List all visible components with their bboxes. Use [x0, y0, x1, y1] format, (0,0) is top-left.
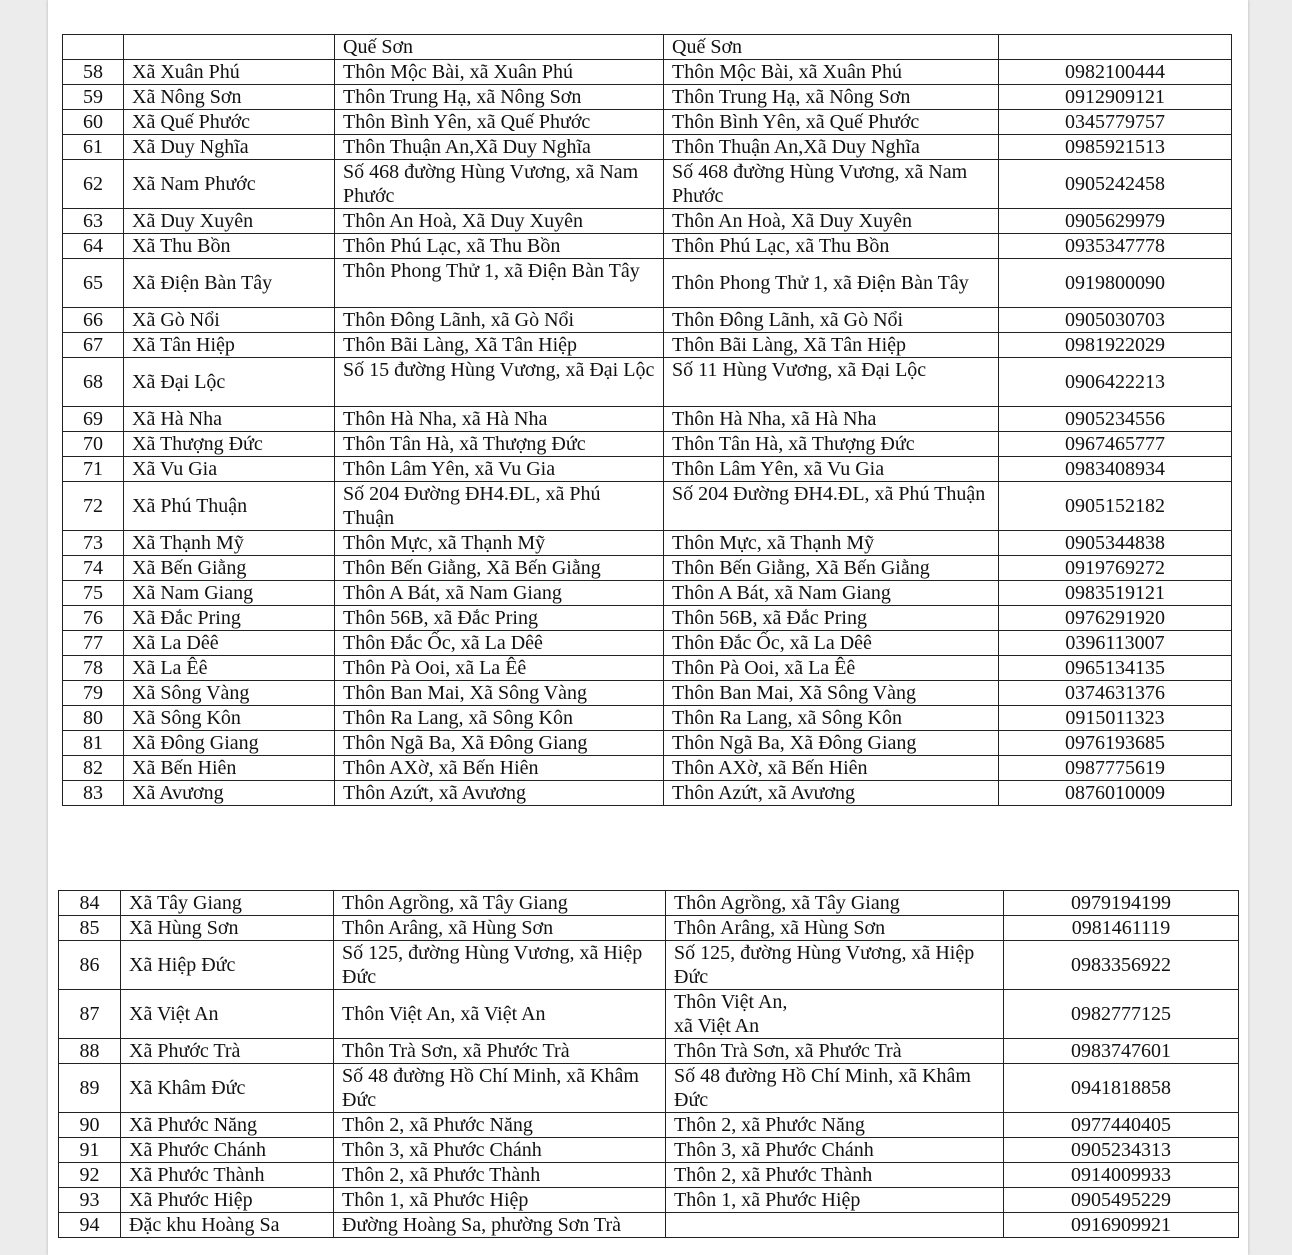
cell-address-2: Thôn Thuận An,Xã Duy Nghĩa: [664, 135, 999, 160]
cell-commune-name: Xã Hà Nha: [124, 407, 335, 432]
cell-address-1: Thôn Ngã Ba, Xã Đông Giang: [335, 731, 664, 756]
cell-phone: 0906422213: [999, 358, 1232, 407]
cell-commune-name: Xã Tân Hiệp: [124, 333, 335, 358]
cell-address-2: Thôn 56B, xã Đắc Pring: [664, 606, 999, 631]
cell-commune-name: Xã La Dêê: [124, 631, 335, 656]
cell-address-2: Thôn 3, xã Phước Chánh: [666, 1138, 1004, 1163]
cell-commune-name: Xã Bến Hiên: [124, 756, 335, 781]
cell-number: 72: [63, 482, 124, 531]
cell-phone: 0396113007: [999, 631, 1232, 656]
cell-number: 83: [63, 781, 124, 806]
table-row: [63, 531, 1232, 556]
cell-commune-name: Xã Vu Gia: [124, 457, 335, 482]
cell-address-2: Thôn 2, xã Phước Thành: [666, 1163, 1004, 1188]
cell-commune-name: Xã Gò Nổi: [124, 308, 335, 333]
cell-number: 90: [59, 1113, 121, 1138]
cell-commune-name: Xã Bến Giằng: [124, 556, 335, 581]
cell-address-1: Thôn 3, xã Phước Chánh: [334, 1138, 666, 1163]
cell-commune-name: Xã Nông Sơn: [124, 85, 335, 110]
cell-number: 80: [63, 706, 124, 731]
cell-address-1: Thôn Mộc Bài, xã Xuân Phú: [335, 60, 664, 85]
table-row: [59, 1064, 1239, 1113]
cell-number: 68: [63, 358, 124, 407]
cell-number: 65: [63, 259, 124, 308]
address-2-line-1: Thôn Việt An,: [674, 991, 788, 1013]
cell-number: 87: [59, 990, 121, 1039]
cell-number: 93: [59, 1188, 121, 1213]
cell-number: 62: [63, 160, 124, 209]
cell-phone: 0965134135: [999, 656, 1232, 681]
cell-address-1: Thôn Agrồng, xã Tây Giang: [334, 891, 666, 916]
cell-address-2: Số 468 đường Hùng Vương, xã Nam Phước: [664, 160, 999, 209]
cell-phone: 0983519121: [999, 581, 1232, 606]
cell-phone: 0935347778: [999, 234, 1232, 259]
cell-address-1: Thôn Đắc Ốc, xã La Dêê: [335, 631, 664, 656]
cell-phone: 0905242458: [999, 160, 1232, 209]
cell-address-2: Quế Sơn: [664, 35, 999, 60]
cell-address-1: Số 15 đường Hùng Vương, xã Đại Lộc: [335, 358, 664, 407]
commune-contact-table-2: [58, 890, 1239, 1238]
cell-address-1: Số 48 đường Hồ Chí Minh, xã Khâm Đức: [334, 1064, 666, 1113]
cell-address-1: Thôn Phong Thử 1, xã Điện Bàn Tây: [335, 259, 664, 308]
cell-address-1: Số 204 Đường ĐH4.ĐL, xã Phú Thuận: [335, 482, 664, 531]
cell-phone: [999, 35, 1232, 60]
cell-commune-name: Xã Nam Phước: [124, 160, 335, 209]
cell-address-2: Thôn Ra Lang, xã Sông Kôn: [664, 706, 999, 731]
cell-address-1: Thôn An Hoà, Xã Duy Xuyên: [335, 209, 664, 234]
cell-phone: 0919769272: [999, 556, 1232, 581]
cell-address-1: Đường Hoàng Sa, phường Sơn Trà: [334, 1213, 666, 1238]
cell-address-2: Thôn Phong Thử 1, xã Điện Bàn Tây: [664, 259, 999, 308]
cell-commune-name: Xã Duy Nghĩa: [124, 135, 335, 160]
cell-phone: 0374631376: [999, 681, 1232, 706]
cell-address-1: Thôn Tân Hà, xã Thượng Đức: [335, 432, 664, 457]
cell-commune-name: Xã Hiệp Đức: [121, 941, 334, 990]
cell-commune-name: Xã Nam Giang: [124, 581, 335, 606]
cell-address-1: Thôn Mực, xã Thạnh Mỹ: [335, 531, 664, 556]
cell-address-1: Thôn Hà Nha, xã Hà Nha: [335, 407, 664, 432]
cell-commune-name: Xã Phú Thuận: [124, 482, 335, 531]
table-row: [63, 135, 1232, 160]
cell-number: 59: [63, 85, 124, 110]
table-row: [59, 990, 1239, 1039]
cell-commune-name: Xã Phước Thành: [121, 1163, 334, 1188]
table-row: [63, 581, 1232, 606]
cell-phone: 0914009933: [1004, 1163, 1239, 1188]
table-row: [63, 606, 1232, 631]
table-row: [59, 1113, 1239, 1138]
cell-number: 61: [63, 135, 124, 160]
cell-phone: 0979194199: [1004, 891, 1239, 916]
cell-phone: 0905030703: [999, 308, 1232, 333]
cell-address-2: Thôn Hà Nha, xã Hà Nha: [664, 407, 999, 432]
cell-commune-name: Xã Phước Trà: [121, 1039, 334, 1064]
cell-phone: 0983408934: [999, 457, 1232, 482]
cell-number: 91: [59, 1138, 121, 1163]
table-row: [59, 1039, 1239, 1064]
cell-address-1: Thôn 2, xã Phước Năng: [334, 1113, 666, 1138]
table-row: [59, 1213, 1239, 1238]
cell-address-2: Số 125, đường Hùng Vương, xã Hiệp Đức: [666, 941, 1004, 990]
cell-address-1: Số 468 đường Hùng Vương, xã Nam Phước: [335, 160, 664, 209]
cell-number: 81: [63, 731, 124, 756]
cell-phone: 0905495229: [1004, 1188, 1239, 1213]
table-row: [63, 681, 1232, 706]
cell-commune-name: Xã Đông Giang: [124, 731, 335, 756]
cell-number: 77: [63, 631, 124, 656]
table-row: [63, 234, 1232, 259]
cell-address-2: Số 48 đường Hồ Chí Minh, xã Khâm Đức: [666, 1064, 1004, 1113]
cell-commune-name: Xã Phước Năng: [121, 1113, 334, 1138]
table-row: [63, 457, 1232, 482]
cell-phone: 0905629979: [999, 209, 1232, 234]
cell-address-1: Thôn Bình Yên, xã Quế Phước: [335, 110, 664, 135]
cell-address-2: Thôn Azứt, xã Avương: [664, 781, 999, 806]
cell-phone: 0876010009: [999, 781, 1232, 806]
table-row-continuation: [63, 35, 1232, 60]
table-row: [63, 556, 1232, 581]
cell-phone: 0982100444: [999, 60, 1232, 85]
table-row: [63, 85, 1232, 110]
table-row: [63, 333, 1232, 358]
table-row: [63, 731, 1232, 756]
cell-commune-name: Xã Việt An: [121, 990, 334, 1039]
table-row: [63, 358, 1232, 407]
cell-address-2: Thôn Agrồng, xã Tây Giang: [666, 891, 1004, 916]
cell-number: 76: [63, 606, 124, 631]
cell-number: 92: [59, 1163, 121, 1188]
cell-commune-name: Xã Sông Kôn: [124, 706, 335, 731]
cell-address-1: Thôn Trà Sơn, xã Phước Trà: [334, 1039, 666, 1064]
table-row: [63, 432, 1232, 457]
table-row: [63, 706, 1232, 731]
table-row: [59, 1188, 1239, 1213]
cell-address-2: Thôn Tân Hà, xã Thượng Đức: [664, 432, 999, 457]
cell-number: 71: [63, 457, 124, 482]
address-2-line-2: xã Việt An: [674, 1015, 760, 1037]
cell-address-2: Thôn A Bát, xã Nam Giang: [664, 581, 999, 606]
cell-phone: 0977440405: [1004, 1113, 1239, 1138]
cell-phone: 0905152182: [999, 482, 1232, 531]
cell-commune-name: Xã Xuân Phú: [124, 60, 335, 85]
cell-number: 66: [63, 308, 124, 333]
cell-phone: 0919800090: [999, 259, 1232, 308]
table-row: [63, 407, 1232, 432]
cell-number: [63, 35, 124, 60]
table-row: [63, 60, 1232, 85]
cell-address-2: Thôn Đông Lãnh, xã Gò Nổi: [664, 308, 999, 333]
cell-commune-name: Xã Khâm Đức: [121, 1064, 334, 1113]
cell-number: 84: [59, 891, 121, 916]
cell-number: 64: [63, 234, 124, 259]
cell-address-1: Thôn AXờ, xã Bến Hiên: [335, 756, 664, 781]
cell-address-1: Thôn 56B, xã Đắc Pring: [335, 606, 664, 631]
cell-commune-name: Đặc khu Hoàng Sa: [121, 1213, 334, 1238]
cell-address-1: Quế Sơn: [335, 35, 664, 60]
cell-address-2: Thôn Trung Hạ, xã Nông Sơn: [664, 85, 999, 110]
cell-commune-name: Xã Thu Bồn: [124, 234, 335, 259]
cell-phone: 0905234556: [999, 407, 1232, 432]
cell-number: 79: [63, 681, 124, 706]
cell-commune-name: Xã Quế Phước: [124, 110, 335, 135]
cell-phone: 0985921513: [999, 135, 1232, 160]
cell-address-1: Thôn Bến Giằng, Xã Bến Giằng: [335, 556, 664, 581]
cell-number: 78: [63, 656, 124, 681]
cell-phone: 0987775619: [999, 756, 1232, 781]
cell-address-1: Thôn Pà Ooi, xã La Êê: [335, 656, 664, 681]
cell-address-1: Thôn Bãi Làng, Xã Tân Hiệp: [335, 333, 664, 358]
cell-phone: 0912909121: [999, 85, 1232, 110]
cell-commune-name: Xã Đắc Pring: [124, 606, 335, 631]
cell-address-1: Thôn 1, xã Phước Hiệp: [334, 1188, 666, 1213]
cell-number: 88: [59, 1039, 121, 1064]
cell-number: 58: [63, 60, 124, 85]
cell-address-1: Thôn Trung Hạ, xã Nông Sơn: [335, 85, 664, 110]
table-row: [63, 656, 1232, 681]
cell-number: 82: [63, 756, 124, 781]
cell-commune-name: [124, 35, 335, 60]
table-row: [63, 110, 1232, 135]
table-row: [63, 259, 1232, 308]
cell-address-2: Thôn Bãi Làng, Xã Tân Hiệp: [664, 333, 999, 358]
cell-commune-name: Xã Tây Giang: [121, 891, 334, 916]
cell-number: 69: [63, 407, 124, 432]
cell-phone: 0915011323: [999, 706, 1232, 731]
cell-address-2: Thôn Ban Mai, Xã Sông Vàng: [664, 681, 999, 706]
cell-phone: 0967465777: [999, 432, 1232, 457]
cell-address-2: Thôn Lâm Yên, xã Vu Gia: [664, 457, 999, 482]
cell-phone: 0981461119: [1004, 916, 1239, 941]
cell-commune-name: Xã Phước Chánh: [121, 1138, 334, 1163]
cell-commune-name: Xã Sông Vàng: [124, 681, 335, 706]
cell-commune-name: Xã Hùng Sơn: [121, 916, 334, 941]
cell-address-1: Thôn A Bát, xã Nam Giang: [335, 581, 664, 606]
cell-commune-name: Xã Đại Lộc: [124, 358, 335, 407]
table-row: [59, 891, 1239, 916]
table-row: [63, 781, 1232, 806]
cell-address-2: Thôn Đắc Ốc, xã La Dêê: [664, 631, 999, 656]
table-row: [63, 308, 1232, 333]
cell-commune-name: Xã Duy Xuyên: [124, 209, 335, 234]
cell-phone: 0976291920: [999, 606, 1232, 631]
cell-address-1: Thôn Thuận An,Xã Duy Nghĩa: [335, 135, 664, 160]
cell-address-2: Số 11 Hùng Vương, xã Đại Lộc: [664, 358, 999, 407]
table-row: [59, 1163, 1239, 1188]
cell-commune-name: Xã Phước Hiệp: [121, 1188, 334, 1213]
table-row: [63, 209, 1232, 234]
cell-address-1: Thôn 2, xã Phước Thành: [334, 1163, 666, 1188]
cell-phone: 0916909921: [1004, 1213, 1239, 1238]
cell-number: 70: [63, 432, 124, 457]
cell-phone: 0345779757: [999, 110, 1232, 135]
cell-phone: 0976193685: [999, 731, 1232, 756]
table-row: [59, 941, 1239, 990]
cell-address-1: Số 125, đường Hùng Vương, xã Hiệp Đức: [334, 941, 666, 990]
cell-address-2: Thôn Mộc Bài, xã Xuân Phú: [664, 60, 999, 85]
cell-address-1: Thôn Phú Lạc, xã Thu Bồn: [335, 234, 664, 259]
cell-address-2: [666, 990, 1004, 1039]
cell-address-2: Thôn Phú Lạc, xã Thu Bồn: [664, 234, 999, 259]
table-row: [59, 1138, 1239, 1163]
cell-phone: 0905234313: [1004, 1138, 1239, 1163]
cell-address-2: Thôn An Hoà, Xã Duy Xuyên: [664, 209, 999, 234]
cell-commune-name: Xã Điện Bàn Tây: [124, 259, 335, 308]
cell-commune-name: Xã La Êê: [124, 656, 335, 681]
table-row: [63, 160, 1232, 209]
cell-address-1: Thôn Arâng, xã Hùng Sơn: [334, 916, 666, 941]
cell-phone: 0981922029: [999, 333, 1232, 358]
cell-phone: 0941818858: [1004, 1064, 1239, 1113]
cell-address-2: Số 204 Đường ĐH4.ĐL, xã Phú Thuận: [664, 482, 999, 531]
cell-address-1: Thôn Ra Lang, xã Sông Kôn: [335, 706, 664, 731]
cell-address-1: Thôn Azứt, xã Avương: [335, 781, 664, 806]
cell-number: 63: [63, 209, 124, 234]
table-row: [63, 631, 1232, 656]
cell-number: 75: [63, 581, 124, 606]
cell-address-2: [666, 1213, 1004, 1238]
cell-phone: 0905344838: [999, 531, 1232, 556]
cell-address-1: Thôn Ban Mai, Xã Sông Vàng: [335, 681, 664, 706]
cell-address-2: Thôn AXờ, xã Bến Hiên: [664, 756, 999, 781]
cell-phone: 0982777125: [1004, 990, 1239, 1039]
cell-address-1: Thôn Đông Lãnh, xã Gò Nổi: [335, 308, 664, 333]
cell-number: 67: [63, 333, 124, 358]
cell-phone: 0983356922: [1004, 941, 1239, 990]
cell-address-2: Thôn Bến Giằng, Xã Bến Giằng: [664, 556, 999, 581]
cell-address-1: Thôn Lâm Yên, xã Vu Gia: [335, 457, 664, 482]
cell-number: 85: [59, 916, 121, 941]
cell-number: 94: [59, 1213, 121, 1238]
commune-contact-table-1: [62, 34, 1232, 806]
cell-address-2: Thôn 1, xã Phước Hiệp: [666, 1188, 1004, 1213]
cell-number: 74: [63, 556, 124, 581]
cell-number: 73: [63, 531, 124, 556]
cell-address-2: Thôn Arâng, xã Hùng Sơn: [666, 916, 1004, 941]
cell-address-1: Thôn Việt An, xã Việt An: [334, 990, 666, 1039]
table-row: [63, 756, 1232, 781]
cell-commune-name: Xã Thạnh Mỹ: [124, 531, 335, 556]
cell-address-2: Thôn Ngã Ba, Xã Đông Giang: [664, 731, 999, 756]
cell-phone: 0983747601: [1004, 1039, 1239, 1064]
cell-commune-name: Xã Avương: [124, 781, 335, 806]
cell-address-2: Thôn Trà Sơn, xã Phước Trà: [666, 1039, 1004, 1064]
cell-number: 60: [63, 110, 124, 135]
cell-address-2: Thôn Pà Ooi, xã La Êê: [664, 656, 999, 681]
table-row: [59, 916, 1239, 941]
cell-address-2: Thôn 2, xã Phước Năng: [666, 1113, 1004, 1138]
cell-commune-name: Xã Thượng Đức: [124, 432, 335, 457]
cell-address-2: Thôn Bình Yên, xã Quế Phước: [664, 110, 999, 135]
table-row: [63, 482, 1232, 531]
cell-number: 86: [59, 941, 121, 990]
cell-number: 89: [59, 1064, 121, 1113]
cell-address-2: Thôn Mực, xã Thạnh Mỹ: [664, 531, 999, 556]
